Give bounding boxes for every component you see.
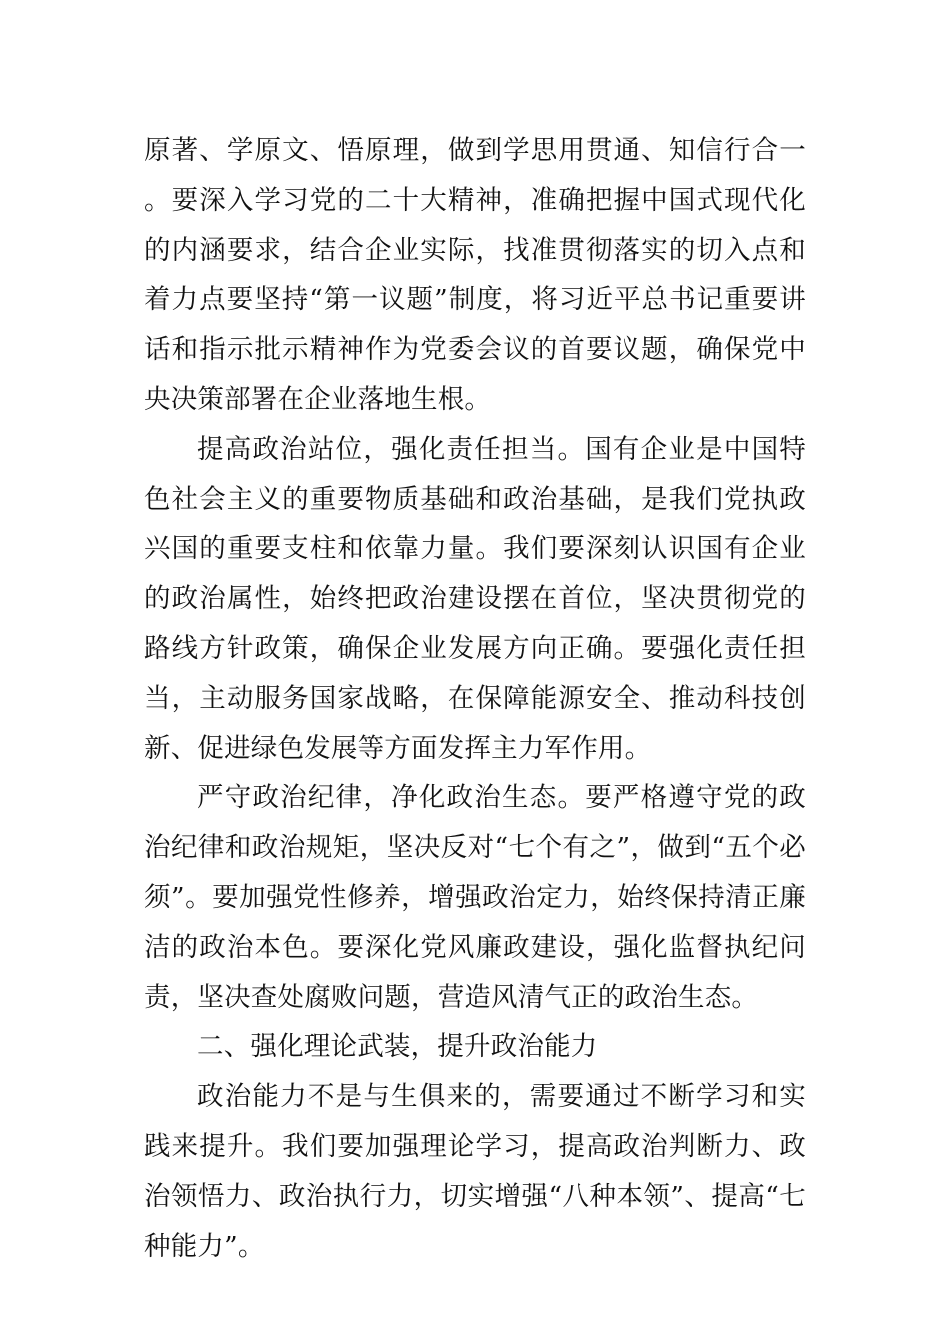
paragraph-2: 提高政治站位，强化责任担当。国有企业是中国特色社会主义的重要物质基础和政治基础，是我们党执政兴国的重要支柱和依靠力量。我们要深刻认识国有企业的政治属性，始终把政治建设摆在首位，坚决贯彻党的路线方针政策，确保企业发展方向正确。要强化责任担当，主动服务国家战略，在保障能源安全、推动科技创新、促进绿色发展等方面发挥主力军作用。 <box>144 433 806 764</box>
paragraph-4: 政治能力不是与生俱来的，需要通过不断学习和实践来提升。我们要加强理论学习，提高政治判断力、政治领悟力、政治执行力，切实增强“八种本领”、提高“七种能力”。 <box>144 1081 806 1262</box>
section-heading: 二、强化理论武装，提升政治能力 <box>197 1031 598 1063</box>
paragraph-1: 原著、学原文、悟原理，做到学思用贯通、知信行合一。要深入学习党的二十大精神，准确把握中国式现代化的内涵要求，结合企业实际，找准贯彻落实的切入点和着力点要坚持“第一议题”制度，将习近平总书记重要讲话和指示批示精神作为党委会议的首要议题，确保党中央决策部署在企业落地生根。 <box>144 135 806 415</box>
paragraph-3: 严守政治纪律，净化政治生态。要严格遵守党的政治纪律和政治规矩，坚决反对“七个有之”，做到“五个必须”。要加强党性修养，增强政治定力，始终保持清正廉洁的政治本色。要深化党风廉政建设，强化监督执纪问责，坚决查处腐败问题，营造风清气正的政治生态。 <box>144 782 806 1013</box>
document-body <box>144 126 806 1271</box>
